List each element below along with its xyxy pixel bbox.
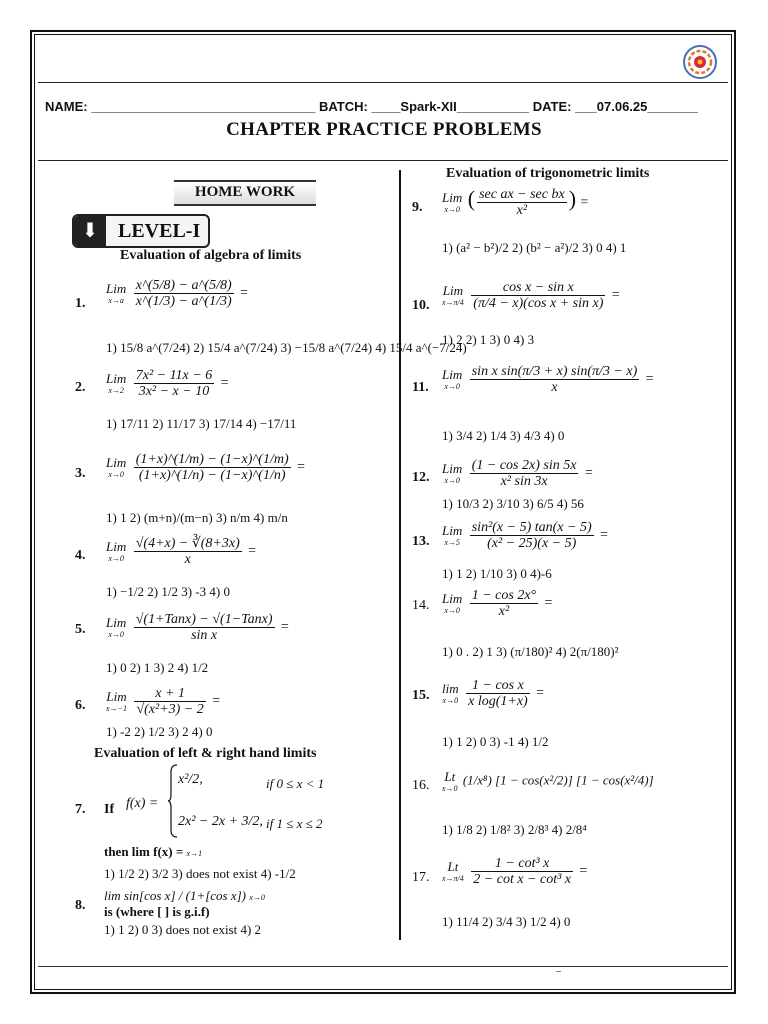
- question-17-options: 1) 11/4 2) 3/4 3) 1/2 4) 0: [442, 914, 571, 929]
- question-15-expression: lim x→0 $\frac{\text{1 − cos x}}{\text{x log(1+x)}}$ =: [442, 678, 545, 709]
- question-3-expression: Lim x→0 $\frac{(1+x)\^{}(1/m) - (1-x)\^{}(1/m)}{(1+x)\^{}(1/n) - (1-x)\^{}(1/n)}$ =: [106, 452, 306, 483]
- question-4-expression: Lim x→0 $\frac{√(4+x) - ∛(8+3x)}{x}$ =: [106, 536, 257, 567]
- question-14-options: 1) 0 . 2) 1 3) (π/180)² 4) 2(π/180)²: [442, 644, 619, 659]
- question-8-options: 1) 1 2) 0 3) does not exist 4) 2: [104, 922, 262, 937]
- question-number: 17.: [412, 870, 430, 885]
- question-number: 2.: [75, 380, 86, 395]
- arrow-down-icon: ⬇: [74, 216, 106, 246]
- question-1-expression: Lim x→a $\frac{x\^{}(5/8) - a\^{}(5/8)}{x\^{}(1/3) - a\^{}(1/3)}$ =: [106, 278, 249, 309]
- question-number: 6.: [75, 698, 86, 713]
- question-number: 3.: [75, 466, 86, 481]
- student-info-row: [45, 99, 717, 114]
- question-number: 16.: [412, 778, 430, 793]
- question-7-case-2: 2x² − 2x + 3/2,: [178, 814, 263, 829]
- question-6-expression: Lim x→−1 $\frac{x + 1}{\text{√(x²+3) − 2}}$ =: [106, 686, 221, 717]
- question-15-options: 1) 1 2) 0 3) -1 4) 1/2: [442, 734, 549, 749]
- question-7-condition-2: if 1 ≤ x ≤ 2: [266, 816, 323, 831]
- section-trig-limits: Evaluation of trigonometric limits: [446, 166, 650, 181]
- section-algebra-limits: Evaluation of algebra of limits: [120, 248, 302, 263]
- name-label: NAME:: [45, 99, 88, 114]
- question-13-options: 1) 1 2) 1/10 3) 0 4)-6: [442, 566, 552, 581]
- question-number: 4.: [75, 548, 86, 563]
- question-12-expression: Lim x→0 $\frac{(1 - \cos 2x) \sin 5x}{\text{x² sin 3x}}$ =: [442, 458, 594, 489]
- question-number: 12.: [412, 470, 430, 485]
- brace-icon: [168, 764, 178, 838]
- question-7-then: then lim f(x) = x→1: [104, 844, 203, 859]
- name-blank: _______________________________: [91, 99, 316, 114]
- homework-banner: HOME WORK: [174, 180, 316, 206]
- question-10-options: 1) 2 2) 1 3) 0 4) 3: [442, 332, 535, 347]
- question-number: 7.: [75, 802, 86, 817]
- question-number: 5.: [75, 622, 86, 637]
- question-1-options: 1) 15/8 a^(7/24) 2) 15/4 a^(7/24) 3) −15/8 a^(7/24) 4) 15/4 a^(−7/24): [106, 340, 467, 355]
- question-2-options: 1) 17/11 2) 11/17 3) 17/14 4) −17/11: [106, 416, 297, 431]
- question-number: 13.: [412, 534, 430, 549]
- question-13-expression: Lim x→5 $\frac{\text{sin²(x − 5) tan(x − 5)}}{\text{(x² − 25)(x − 5)}}$ =: [442, 520, 609, 551]
- date-label: DATE:: [532, 99, 572, 114]
- question-7-case-1: x²/2,: [178, 772, 203, 787]
- column-divider: [399, 170, 401, 940]
- question-number: 10.: [412, 298, 430, 313]
- question-9-options: 1) (a² − b²)/2 2) (b² − a²)/2 3) 0 4) 1: [442, 240, 627, 255]
- question-6-options: 1) -2 2) 1/2 3) 2 4) 0: [106, 724, 213, 739]
- question-7-if: If: [104, 802, 115, 817]
- question-4-options: 1) −1/2 2) 1/2 3) -3 4) 0: [106, 584, 230, 599]
- question-12-options: 1) 10/3 2) 3/10 3) 6/5 4) 56: [442, 496, 584, 511]
- question-number: 15.: [412, 688, 430, 703]
- institute-logo-icon: [682, 44, 718, 80]
- question-9-expression: Lim x→0 ( $\frac{\text{sec ax − sec bx}}{\text{x²}}$ ) =: [442, 186, 589, 219]
- question-8-note: is (where [ ] is g.i.f): [104, 904, 210, 919]
- batch-value: ____Spark-XII__________: [371, 99, 530, 114]
- question-number: 8.: [75, 898, 86, 913]
- section-lhl-rhl-limits: Evaluation of left & right hand limits: [94, 746, 317, 761]
- footer-rule: [38, 966, 728, 967]
- question-7-function: f(x) =: [126, 796, 159, 811]
- question-number: 9.: [412, 200, 423, 215]
- question-16-options: 1) 1/8 2) 1/8² 3) 2/8³ 4) 2/8⁴: [442, 822, 587, 837]
- question-11-expression: Lim x→0 $\frac{\text{sin x sin(π/3 + x) sin(π/3 − x)}}{x}$ =: [442, 364, 655, 395]
- question-14-expression: Lim x→0 $\frac{1 - \cos 2x^\circ}{\text{x²}}$ =: [442, 588, 554, 619]
- batch-label: BATCH:: [319, 99, 368, 114]
- level-badge: [72, 214, 210, 248]
- question-7-options: 1) 1/2 2) 3/2 3) does not exist 4) -1/2: [104, 866, 296, 881]
- question-3-options: 1) 1 2) (m+n)/(m−n) 3) n/m 4) m/n: [106, 510, 288, 525]
- question-5-expression: Lim x→0 $\frac{\text{√(1+Tanx) − √(1−Tanx)}}{\text{sin x}}$ =: [106, 612, 290, 643]
- question-17-expression: Lt x→π/4 $\frac{\text{1 − cot³ x}}{\text{2 − cot x − cot³ x}}$ =: [442, 856, 588, 887]
- question-10-expression: Lim x→π/4 $\frac{\text{cos x − sin x}}{\text{(π/4 − x)(cos x + sin x)}}$ =: [442, 280, 621, 311]
- question-5-options: 1) 0 2) 1 3) 2 4) 1/2: [106, 660, 209, 675]
- question-number: 14.: [412, 598, 430, 613]
- header-rule-top: [38, 82, 728, 83]
- question-16-expression: Lt x→0 (1/x⁸) [1 − cos(x²/2)] [1 − cos(x²/4)]: [442, 769, 654, 793]
- footer-mark: –: [556, 966, 561, 977]
- page-title: CHAPTER PRACTICE PROBLEMS: [226, 119, 542, 140]
- question-7-condition-1: if 0 ≤ x < 1: [266, 776, 325, 791]
- level-label: LEVEL-I: [118, 220, 201, 242]
- question-number: 11.: [412, 380, 429, 395]
- date-value: ___07.06.25_______: [575, 99, 698, 114]
- question-number: 1.: [75, 296, 86, 311]
- question-11-options: 1) 3/4 2) 1/4 3) 4/3 4) 0: [442, 428, 565, 443]
- question-8-expression: lim sin[cos x] / (1+[cos x]) x→0: [104, 888, 265, 903]
- question-2-expression: Lim x→2 $\frac{\text{7x² − 11x − 6}}{\text{3x² − x − 10}}$ =: [106, 368, 230, 399]
- header-rule-bottom: [38, 160, 728, 161]
